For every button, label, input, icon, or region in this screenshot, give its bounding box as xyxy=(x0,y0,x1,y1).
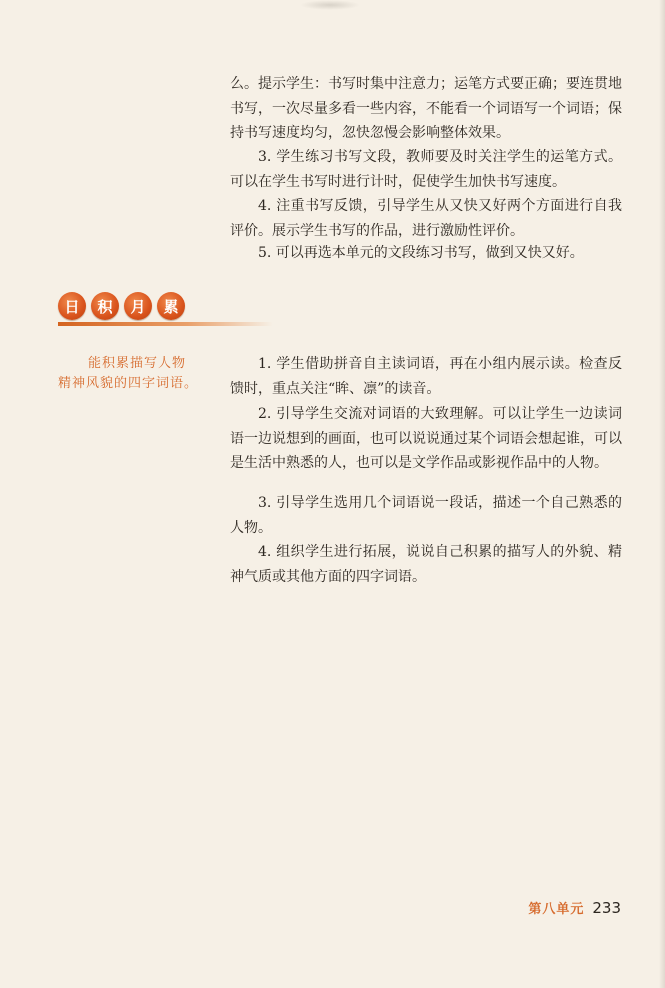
scan-smudge xyxy=(300,0,360,10)
section-divider xyxy=(58,322,273,326)
section-title-riji-yuelei xyxy=(58,292,185,324)
section-step-3: 3. 引导学生选用几个词语说一段话，描述一个自己熟悉的人物。 xyxy=(230,495,622,536)
page-number: 233 xyxy=(592,899,621,917)
section-title-char: 累 xyxy=(157,292,185,320)
section-title-char: 月 xyxy=(124,292,152,320)
unit-label: 第八单元 xyxy=(528,902,585,917)
teaching-objective xyxy=(58,354,206,394)
section-title-char: 日 xyxy=(58,292,86,320)
objective-line: 精神风貌的四字词语。 xyxy=(58,376,199,391)
objective-line: 能积累描写人物 xyxy=(88,356,187,371)
paragraph-continuation: 么。提示学生：书写时集中注意力；运笔方式要正确；要连贯地书写，一次尽量多看一些内容，不能看一个词语写一个词语；保持书写速度均匀，忽快忽慢会影响整体效果。 xyxy=(230,76,622,141)
section-step-4: 4. 组织学生进行拓展，说说自己积累的描写人的外貌、精神气质或其他方面的四字词语。 xyxy=(230,544,622,585)
paragraph-step-3: 3. 学生练习书写文段，教师要及时关注学生的运笔方式。可以在学生书写时进行计时，促使学生加快书写速度。 xyxy=(230,149,622,190)
section-step-1: 1. 学生借助拼音自主读词语，再在小组内展示读。检查反馈时，重点关注“眸、凛”的读音。 xyxy=(230,356,622,397)
paragraph-step-4: 4. 注重书写反馈，引导学生从又快又好两个方面进行自我评价。展示学生书写的作品，进行激励性评价。 xyxy=(230,198,622,239)
section-step-2: 2. 引导学生交流对词语的大致理解。可以让学生一边读词语一边说想到的画面，也可以说说通过某个词语会想起谁，可以是生活中熟悉的人，也可以是文学作品或影视作品中的人物。 xyxy=(230,406,622,471)
page-edge-shadow xyxy=(659,0,665,988)
section-title-char: 积 xyxy=(91,292,119,320)
page-footer xyxy=(528,898,621,917)
paragraph-step-5: 5. 可以再选本单元的文段练习书写，做到又快又好。 xyxy=(258,245,584,261)
